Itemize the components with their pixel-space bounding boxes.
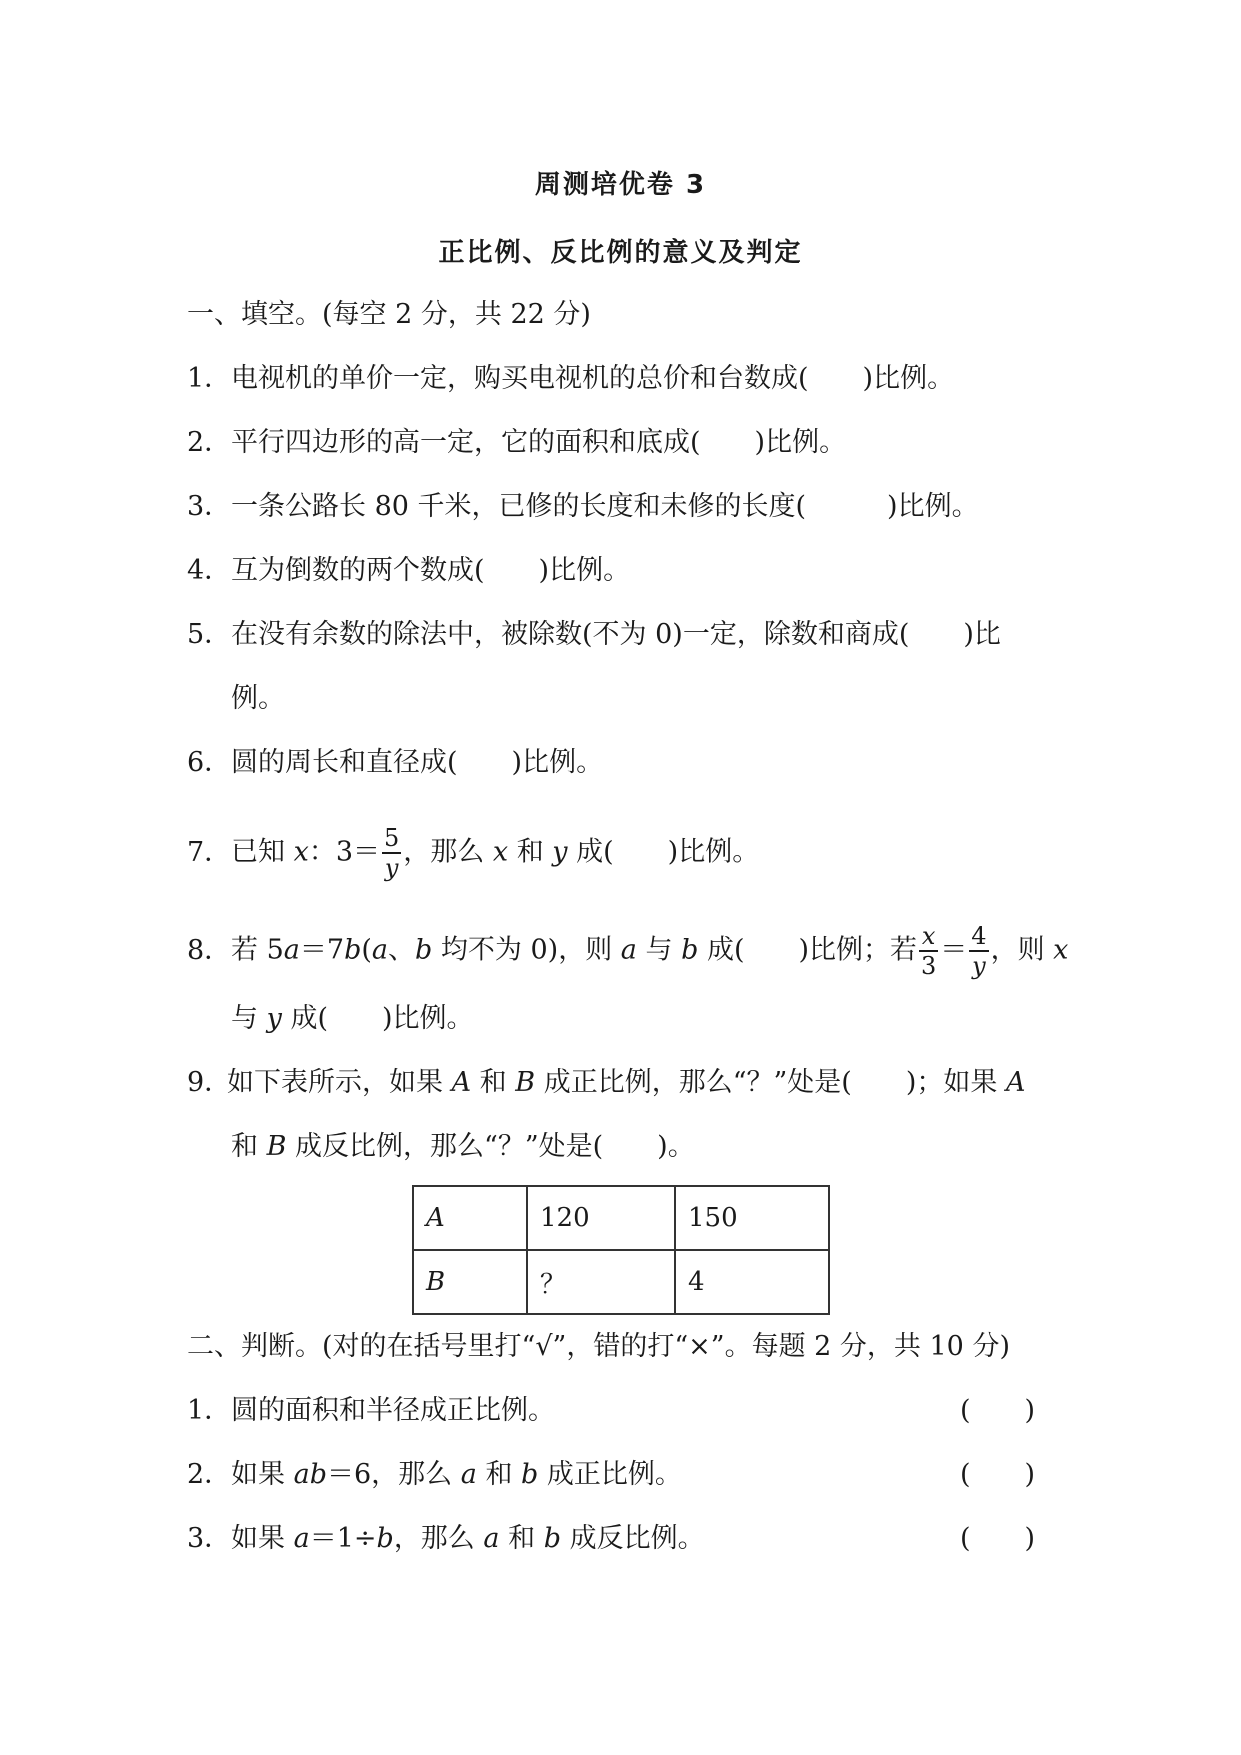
question-number: 3．: [187, 1523, 232, 1554]
fraction-5-over-y: [382, 824, 401, 882]
text-segment: ，则: [990, 934, 1054, 966]
variable-b: b: [376, 1523, 394, 1554]
fill-question-5-continued: 例。: [231, 683, 285, 714]
variable-b: b: [344, 934, 362, 966]
variable-B: B: [515, 1067, 536, 1098]
table-cell: 150: [675, 1186, 829, 1250]
fill-question-9-continued: [231, 1130, 695, 1164]
text-segment: 均不为 0)，则: [432, 934, 621, 966]
fill-question-9: [187, 1066, 1025, 1100]
question-text: 圆的面积和半径成正比例。: [231, 1395, 555, 1426]
table-row: [413, 1186, 829, 1250]
text-segment: 和: [476, 1459, 522, 1490]
judge-question-1: [187, 1394, 555, 1428]
answer-parentheses[interactable]: ( ): [960, 1523, 1036, 1554]
question-number: 1．: [187, 363, 232, 394]
text-segment: 成反比例，那么“？”处是( )。: [286, 1131, 695, 1162]
text-segment: 成( )比例；若: [698, 934, 918, 966]
table-row: [413, 1250, 829, 1314]
text-segment: 与: [231, 1003, 267, 1034]
text-segment: (: [361, 934, 372, 966]
fill-question-8: [187, 922, 1068, 980]
variable-b: b: [543, 1523, 561, 1554]
question-number: 5．: [187, 619, 232, 650]
page-title: 周测培优卷 3: [534, 170, 707, 200]
question-text: 电视机的单价一定，购买电视机的总价和台数成( )比例。: [231, 363, 955, 394]
variable-x: x: [293, 836, 309, 868]
table-cell: 4: [675, 1250, 829, 1314]
question-number: 6．: [187, 747, 232, 778]
page-subtitle: 正比例、反比例的意义及判定: [438, 238, 803, 268]
text-segment: 和: [508, 836, 553, 868]
text-segment: ＝: [940, 934, 968, 966]
text-segment: ＝1÷: [309, 1523, 377, 1554]
fraction-denominator: y: [384, 854, 399, 882]
question-number: 2．: [187, 1459, 232, 1490]
fill-question-4: [187, 554, 630, 588]
answer-parentheses[interactable]: ( ): [960, 1459, 1036, 1490]
text-segment: 如果: [231, 1459, 294, 1490]
text-segment: 如下表所示，如果: [227, 1067, 452, 1098]
variable-x: x: [492, 836, 509, 868]
question-text: 平行四边形的高一定，它的面积和底成( )比例。: [231, 427, 847, 458]
text-segment: ，那么: [393, 1523, 484, 1554]
variable-A: A: [451, 1067, 472, 1098]
variable-a: a: [283, 934, 300, 966]
text-segment: 成正比例，那么“？”处是( )；如果: [535, 1067, 1006, 1098]
fill-question-6: [187, 746, 603, 780]
variable-A: A: [1005, 1067, 1026, 1098]
text-segment: 若 5: [231, 934, 284, 966]
question-number: 8．: [187, 934, 232, 966]
fill-question-5: [187, 618, 1001, 652]
text-segment: 如果: [231, 1523, 294, 1554]
variable-a: a: [620, 934, 637, 966]
variable-y: y: [266, 1003, 282, 1034]
text-segment: 与: [636, 934, 682, 966]
fill-question-2: [187, 426, 846, 460]
fraction-denominator: y: [972, 952, 986, 980]
question-text: 互为倒数的两个数成( )比例。: [231, 555, 631, 586]
question-text: 在没有余数的除法中，被除数(不为 0)一定，除数和商成( )比: [231, 619, 1001, 650]
variable-b: b: [415, 934, 433, 966]
fraction-x-over-3: [919, 922, 938, 980]
variable-a: a: [293, 1523, 310, 1554]
text-segment: 成( )比例。: [567, 836, 760, 868]
text-segment: 和: [231, 1131, 267, 1162]
fill-question-7: [187, 824, 759, 882]
section1-heading: 一、填空。(每空 2 分，共 22 分): [187, 299, 591, 330]
text-segment: 成反比例。: [560, 1523, 705, 1554]
question-text: 圆的周长和直径成( )比例。: [231, 747, 604, 778]
judge-question-3: [187, 1522, 705, 1556]
fraction-denominator: 3: [921, 952, 937, 980]
question-number: 3．: [187, 491, 232, 522]
variable-b: b: [521, 1459, 539, 1490]
fraction-numerator: x: [919, 922, 938, 952]
question-text: 一条公路长 80 千米，已修的长度和未修的长度( )比例。: [231, 491, 979, 522]
table-cell: ？: [527, 1250, 675, 1314]
text-segment: ，那么: [403, 836, 493, 868]
fill-question-8-continued: [231, 1002, 474, 1036]
text-segment: 成( )比例。: [281, 1003, 474, 1034]
ab-value-table: [412, 1185, 830, 1315]
fraction-numerator: 4: [971, 922, 987, 950]
text-segment: 、: [388, 934, 416, 966]
text-segment: 成正比例。: [538, 1459, 682, 1490]
variable-a: a: [460, 1459, 477, 1490]
question-number: 2．: [187, 427, 232, 458]
variable-a: a: [483, 1523, 500, 1554]
variable-x: x: [1053, 934, 1069, 966]
judge-question-2: [187, 1458, 682, 1492]
section2-heading: 二、判断。(对的在括号里打“√”，错的打“×”。每题 2 分，共 10 分): [187, 1331, 1010, 1362]
variable-B: B: [266, 1131, 287, 1162]
fill-question-1: [187, 362, 954, 396]
variable-b: b: [681, 934, 699, 966]
fill-question-3: [187, 490, 979, 524]
text-segment: 和: [499, 1523, 544, 1554]
question-number: 1．: [187, 1395, 232, 1426]
fraction-4-over-y: [969, 922, 988, 980]
table-cell: A: [413, 1186, 527, 1250]
question-number: 7．: [187, 836, 232, 868]
answer-parentheses[interactable]: ( ): [960, 1395, 1036, 1426]
table-cell: 120: [527, 1186, 675, 1250]
text-segment: ＝6，那么: [326, 1459, 461, 1490]
text-segment: ＝7: [299, 934, 345, 966]
variable-ab: ab: [293, 1459, 327, 1490]
question-number: 4．: [187, 555, 232, 586]
table-cell: B: [413, 1250, 527, 1314]
variable-a: a: [371, 934, 389, 966]
fraction-numerator: 5: [384, 824, 400, 852]
text-segment: ：3＝: [308, 836, 381, 868]
text-segment: 已知: [231, 836, 294, 868]
question-number: 9．: [187, 1067, 232, 1098]
variable-y: y: [552, 836, 568, 868]
text-segment: 和: [471, 1067, 516, 1098]
